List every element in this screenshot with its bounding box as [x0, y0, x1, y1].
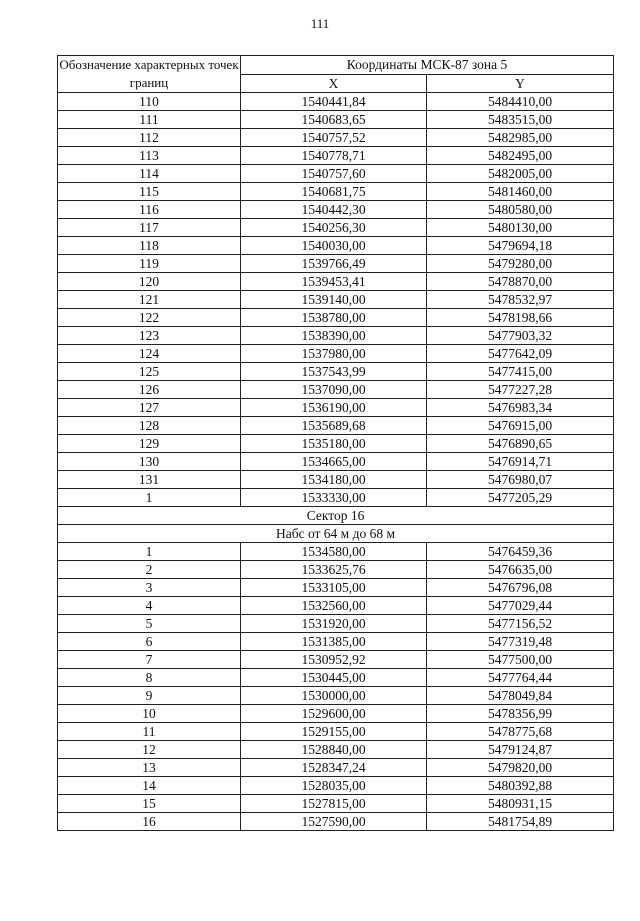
- y-coordinate-cell: 5476890,65: [427, 435, 614, 453]
- x-coordinate-cell: 1528035,00: [241, 777, 427, 795]
- table-body-first-block: [58, 93, 614, 507]
- x-coordinate-cell: 1531385,00: [241, 633, 427, 651]
- table-row: [58, 327, 614, 345]
- y-coordinate-cell: 5481460,00: [427, 183, 614, 201]
- x-coordinate-cell: 1540256,30: [241, 219, 427, 237]
- table-row: [58, 435, 614, 453]
- y-coordinate-cell: 5478198,66: [427, 309, 614, 327]
- table-row: [58, 93, 614, 111]
- x-coordinate-cell: 1530000,00: [241, 687, 427, 705]
- point-id-cell: 124: [58, 345, 241, 363]
- x-coordinate-cell: 1536190,00: [241, 399, 427, 417]
- point-id-cell: 10: [58, 705, 241, 723]
- point-id-cell: 8: [58, 669, 241, 687]
- y-coordinate-cell: 5478775,68: [427, 723, 614, 741]
- y-coordinate-cell: 5476915,00: [427, 417, 614, 435]
- x-coordinate-cell: 1534665,00: [241, 453, 427, 471]
- y-coordinate-cell: 5477319,48: [427, 633, 614, 651]
- y-coordinate-cell: 5482985,00: [427, 129, 614, 147]
- x-coordinate-cell: 1532560,00: [241, 597, 427, 615]
- y-coordinate-cell: 5480580,00: [427, 201, 614, 219]
- x-coordinate-cell: 1531920,00: [241, 615, 427, 633]
- point-id-cell: 11: [58, 723, 241, 741]
- header-y: Y: [427, 75, 614, 93]
- y-coordinate-cell: 5480130,00: [427, 219, 614, 237]
- x-coordinate-cell: 1540683,65: [241, 111, 427, 129]
- point-id-cell: 110: [58, 93, 241, 111]
- y-coordinate-cell: 5476635,00: [427, 561, 614, 579]
- y-coordinate-cell: 5478870,00: [427, 273, 614, 291]
- y-coordinate-cell: 5477642,09: [427, 345, 614, 363]
- sector-row: [58, 507, 614, 525]
- x-coordinate-cell: 1535180,00: [241, 435, 427, 453]
- table-row: [58, 399, 614, 417]
- point-id-cell: 116: [58, 201, 241, 219]
- point-id-cell: 15: [58, 795, 241, 813]
- table-row: [58, 723, 614, 741]
- y-coordinate-cell: 5477227,28: [427, 381, 614, 399]
- x-coordinate-cell: 1540778,71: [241, 147, 427, 165]
- x-coordinate-cell: 1538780,00: [241, 309, 427, 327]
- table-row: [58, 111, 614, 129]
- table-row: [58, 381, 614, 399]
- table-row: [58, 615, 614, 633]
- table-row: [58, 543, 614, 561]
- table-row: [58, 561, 614, 579]
- x-coordinate-cell: 1535689,68: [241, 417, 427, 435]
- x-coordinate-cell: 1540441,84: [241, 93, 427, 111]
- point-id-cell: 120: [58, 273, 241, 291]
- x-coordinate-cell: 1537980,00: [241, 345, 427, 363]
- table-row: [58, 597, 614, 615]
- table-row: [58, 651, 614, 669]
- y-coordinate-cell: 5479280,00: [427, 255, 614, 273]
- point-id-cell: 117: [58, 219, 241, 237]
- table-row: [58, 633, 614, 651]
- table-row: [58, 777, 614, 795]
- point-id-cell: 13: [58, 759, 241, 777]
- x-coordinate-cell: 1528840,00: [241, 741, 427, 759]
- point-id-cell: 113: [58, 147, 241, 165]
- x-coordinate-cell: 1534580,00: [241, 543, 427, 561]
- point-id-cell: 3: [58, 579, 241, 597]
- point-id-cell: 114: [58, 165, 241, 183]
- y-coordinate-cell: 5481754,89: [427, 813, 614, 831]
- point-id-cell: 6: [58, 633, 241, 651]
- point-id-cell: 7: [58, 651, 241, 669]
- point-id-cell: 5: [58, 615, 241, 633]
- x-coordinate-cell: 1540442,30: [241, 201, 427, 219]
- table-body-sector-16: [58, 543, 614, 831]
- y-coordinate-cell: 5477903,32: [427, 327, 614, 345]
- point-id-cell: 111: [58, 111, 241, 129]
- sector-label: Сектор 16: [58, 507, 614, 525]
- table-row: [58, 687, 614, 705]
- height-row: [58, 525, 614, 543]
- table-row: [58, 813, 614, 831]
- y-coordinate-cell: 5477029,44: [427, 597, 614, 615]
- point-id-cell: 125: [58, 363, 241, 381]
- x-coordinate-cell: 1537543,99: [241, 363, 427, 381]
- x-coordinate-cell: 1539453,41: [241, 273, 427, 291]
- table-row: [58, 255, 614, 273]
- y-coordinate-cell: 5476914,71: [427, 453, 614, 471]
- x-coordinate-cell: 1530952,92: [241, 651, 427, 669]
- x-coordinate-cell: 1533330,00: [241, 489, 427, 507]
- y-coordinate-cell: 5477156,52: [427, 615, 614, 633]
- table-row: [58, 489, 614, 507]
- x-coordinate-cell: 1530445,00: [241, 669, 427, 687]
- point-id-cell: 12: [58, 741, 241, 759]
- table-row: [58, 147, 614, 165]
- y-coordinate-cell: 5476980,07: [427, 471, 614, 489]
- table-row: [58, 759, 614, 777]
- x-coordinate-cell: 1540757,52: [241, 129, 427, 147]
- y-coordinate-cell: 5484410,00: [427, 93, 614, 111]
- point-id-cell: 119: [58, 255, 241, 273]
- point-id-cell: 9: [58, 687, 241, 705]
- y-coordinate-cell: 5476983,34: [427, 399, 614, 417]
- table-row: [58, 453, 614, 471]
- x-coordinate-cell: 1540681,75: [241, 183, 427, 201]
- x-coordinate-cell: 1533625,76: [241, 561, 427, 579]
- y-coordinate-cell: 5477764,44: [427, 669, 614, 687]
- table-row: [58, 291, 614, 309]
- header-point-designation: Обозначение характерных точек границ: [58, 56, 241, 93]
- x-coordinate-cell: 1537090,00: [241, 381, 427, 399]
- table-row: [58, 417, 614, 435]
- point-id-cell: 130: [58, 453, 241, 471]
- table-row: [58, 309, 614, 327]
- y-coordinate-cell: 5478356,99: [427, 705, 614, 723]
- table-row: [58, 471, 614, 489]
- point-id-cell: 131: [58, 471, 241, 489]
- table-row: [58, 705, 614, 723]
- y-coordinate-cell: 5483515,00: [427, 111, 614, 129]
- table-row: [58, 795, 614, 813]
- y-coordinate-cell: 5479124,87: [427, 741, 614, 759]
- x-coordinate-cell: 1539766,49: [241, 255, 427, 273]
- point-id-cell: 128: [58, 417, 241, 435]
- x-coordinate-cell: 1538390,00: [241, 327, 427, 345]
- point-id-cell: 14: [58, 777, 241, 795]
- y-coordinate-cell: 5477500,00: [427, 651, 614, 669]
- point-id-cell: 129: [58, 435, 241, 453]
- header-x: X: [241, 75, 427, 93]
- x-coordinate-cell: 1534180,00: [241, 471, 427, 489]
- y-coordinate-cell: 5477415,00: [427, 363, 614, 381]
- x-coordinate-cell: 1540030,00: [241, 237, 427, 255]
- point-id-cell: 123: [58, 327, 241, 345]
- x-coordinate-cell: 1527815,00: [241, 795, 427, 813]
- y-coordinate-cell: 5479694,18: [427, 237, 614, 255]
- x-coordinate-cell: 1527590,00: [241, 813, 427, 831]
- table-row: [58, 669, 614, 687]
- y-coordinate-cell: 5479820,00: [427, 759, 614, 777]
- point-id-cell: 121: [58, 291, 241, 309]
- header-coordinates: Координаты МСК-87 зона 5: [241, 56, 614, 75]
- point-id-cell: 112: [58, 129, 241, 147]
- point-id-cell: 127: [58, 399, 241, 417]
- y-coordinate-cell: 5482005,00: [427, 165, 614, 183]
- y-coordinate-cell: 5482495,00: [427, 147, 614, 165]
- y-coordinate-cell: 5478532,97: [427, 291, 614, 309]
- table-row: [58, 129, 614, 147]
- point-id-cell: 126: [58, 381, 241, 399]
- table-row: [58, 273, 614, 291]
- x-coordinate-cell: 1540757,60: [241, 165, 427, 183]
- point-id-cell: 4: [58, 597, 241, 615]
- y-coordinate-cell: 5477205,29: [427, 489, 614, 507]
- table-row: [58, 219, 614, 237]
- table-row: [58, 345, 614, 363]
- table-row: [58, 579, 614, 597]
- table-row: [58, 363, 614, 381]
- y-coordinate-cell: 5478049,84: [427, 687, 614, 705]
- x-coordinate-cell: 1528347,24: [241, 759, 427, 777]
- x-coordinate-cell: 1529155,00: [241, 723, 427, 741]
- y-coordinate-cell: 5480392,88: [427, 777, 614, 795]
- page-number: 111: [310, 16, 330, 31]
- x-coordinate-cell: 1529600,00: [241, 705, 427, 723]
- x-coordinate-cell: 1539140,00: [241, 291, 427, 309]
- point-id-cell: 118: [58, 237, 241, 255]
- table-row: [58, 165, 614, 183]
- table-section-headers: [58, 507, 614, 543]
- point-id-cell: 16: [58, 813, 241, 831]
- point-id-cell: 2: [58, 561, 241, 579]
- point-id-cell: 122: [58, 309, 241, 327]
- table-row: [58, 741, 614, 759]
- table-row: [58, 237, 614, 255]
- point-id-cell: 1: [58, 489, 241, 507]
- point-id-cell: 115: [58, 183, 241, 201]
- x-coordinate-cell: 1533105,00: [241, 579, 427, 597]
- y-coordinate-cell: 5476796,08: [427, 579, 614, 597]
- y-coordinate-cell: 5476459,36: [427, 543, 614, 561]
- y-coordinate-cell: 5480931,15: [427, 795, 614, 813]
- table-row: [58, 201, 614, 219]
- height-label: Набс от 64 м до 68 м: [58, 525, 614, 543]
- point-id-cell: 1: [58, 543, 241, 561]
- table-row: [58, 183, 614, 201]
- coordinates-table: [57, 55, 614, 831]
